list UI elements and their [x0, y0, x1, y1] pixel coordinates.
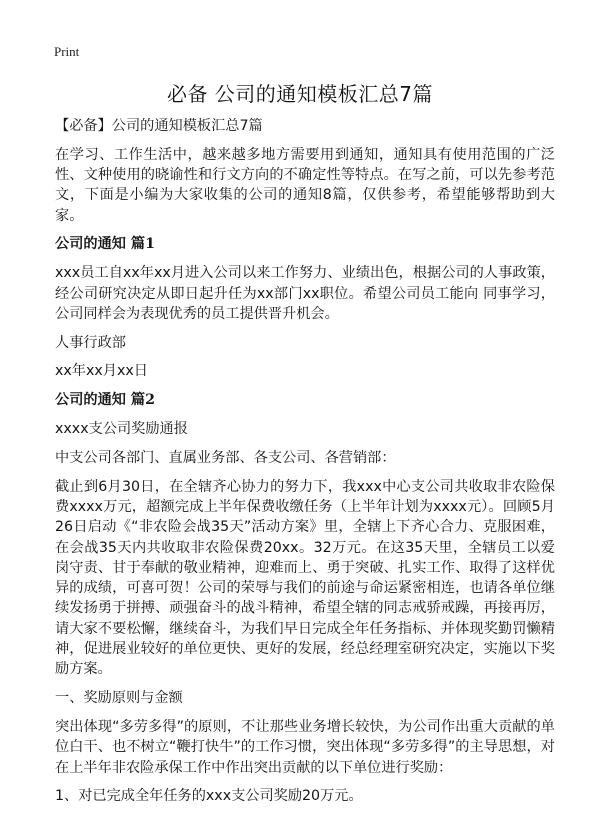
- intro-paragraph: 在学习、工作生活中，越来越多地方需要用到通知，通知具有使用范围的广泛性、文种使用的晓谕性和行文方向的不确定性等特点。在写之前，可以先参考范文，下面是小编为大家收集的公司的通知8篇，仅供参考，希望能够帮助到大家。: [55, 146, 555, 224]
- document-title: 必备 公司的通知模板汇总7篇: [166, 82, 434, 106]
- section-2-subheading: 一、奖励原则与金额: [55, 690, 183, 707]
- section-2-body-paragraph: 截止到6月30日，在全辖齐心协力的努力下，我xxx中心支公司共收取非农险保费xxxx万元，超额完成上半年保费收缴任务（上半年计划为xxxx元）。回顾5月26日启动《“非农险会战35天”活动方案》里，全辖上下齐心合力、克服困难，在会战35天内共收取非农险保费20xx。32万元。在这35天里，全辖员工以爱岗守责、甘于奉献的敬业精神，迎难而上、勇于突破、扎实工作、取得了这样优异的成绩，可喜可贺！公司的荣辱与我们的前途与命运紧密相连，也请各单位继续发扬勇于拼搏、顽强奋斗的战斗精神，希望全辖的同志戒骄戒躁，再接再厉，请大家不要松懈，继续奋斗，为我们早日完成全年任务指标、并体现奖勤罚懒精神，促进展业较好的单位更快、更好的发展，经总经理室研究决定，实施以下奖励方案。: [55, 478, 555, 678]
- section-1-date: xx年xx月xx日: [55, 363, 148, 380]
- print-label: Print: [54, 44, 80, 59]
- section-2-principle-paragraph: 突出体现“多劳多得”的原则，不让那些业务增长较快，为公司作出重大贡献的单位白干、也不树立“鞭打快牛”的工作习惯，突出体现“多劳多得”的主导思想，对在上半年非农险承保工作中作出突出贡献的以下单位进行奖励：: [55, 718, 555, 776]
- section-2-reward-item-1: 1、对已完成全年任务的xxx支公司奖励20万元。: [55, 788, 363, 805]
- section-2-notice-title: xxxx支公司奖励通报: [55, 421, 188, 438]
- section-1-signature-dept: 人事行政部: [55, 334, 126, 351]
- section-heading-2: 公司的通知 篇2: [55, 392, 155, 409]
- section-2-recipients: 中支公司各部门、直属业务部、各支公司、各营销部：: [55, 449, 396, 466]
- section-1-paragraph: xxx员工自xx年xx月进入公司以来工作努力、业绩出色，根据公司的人事政策，经公司研究决定从即日起升任为xx部门xx职位。希望公司员工能向 同事学习，公司同样会为表现优秀的员工提供晋升机会。: [55, 265, 555, 322]
- document-subtitle: 【必备】公司的通知模板汇总7篇: [55, 118, 263, 134]
- document-body: [55, 116, 555, 815]
- section-heading-1: 公司的通知 篇1: [55, 236, 155, 253]
